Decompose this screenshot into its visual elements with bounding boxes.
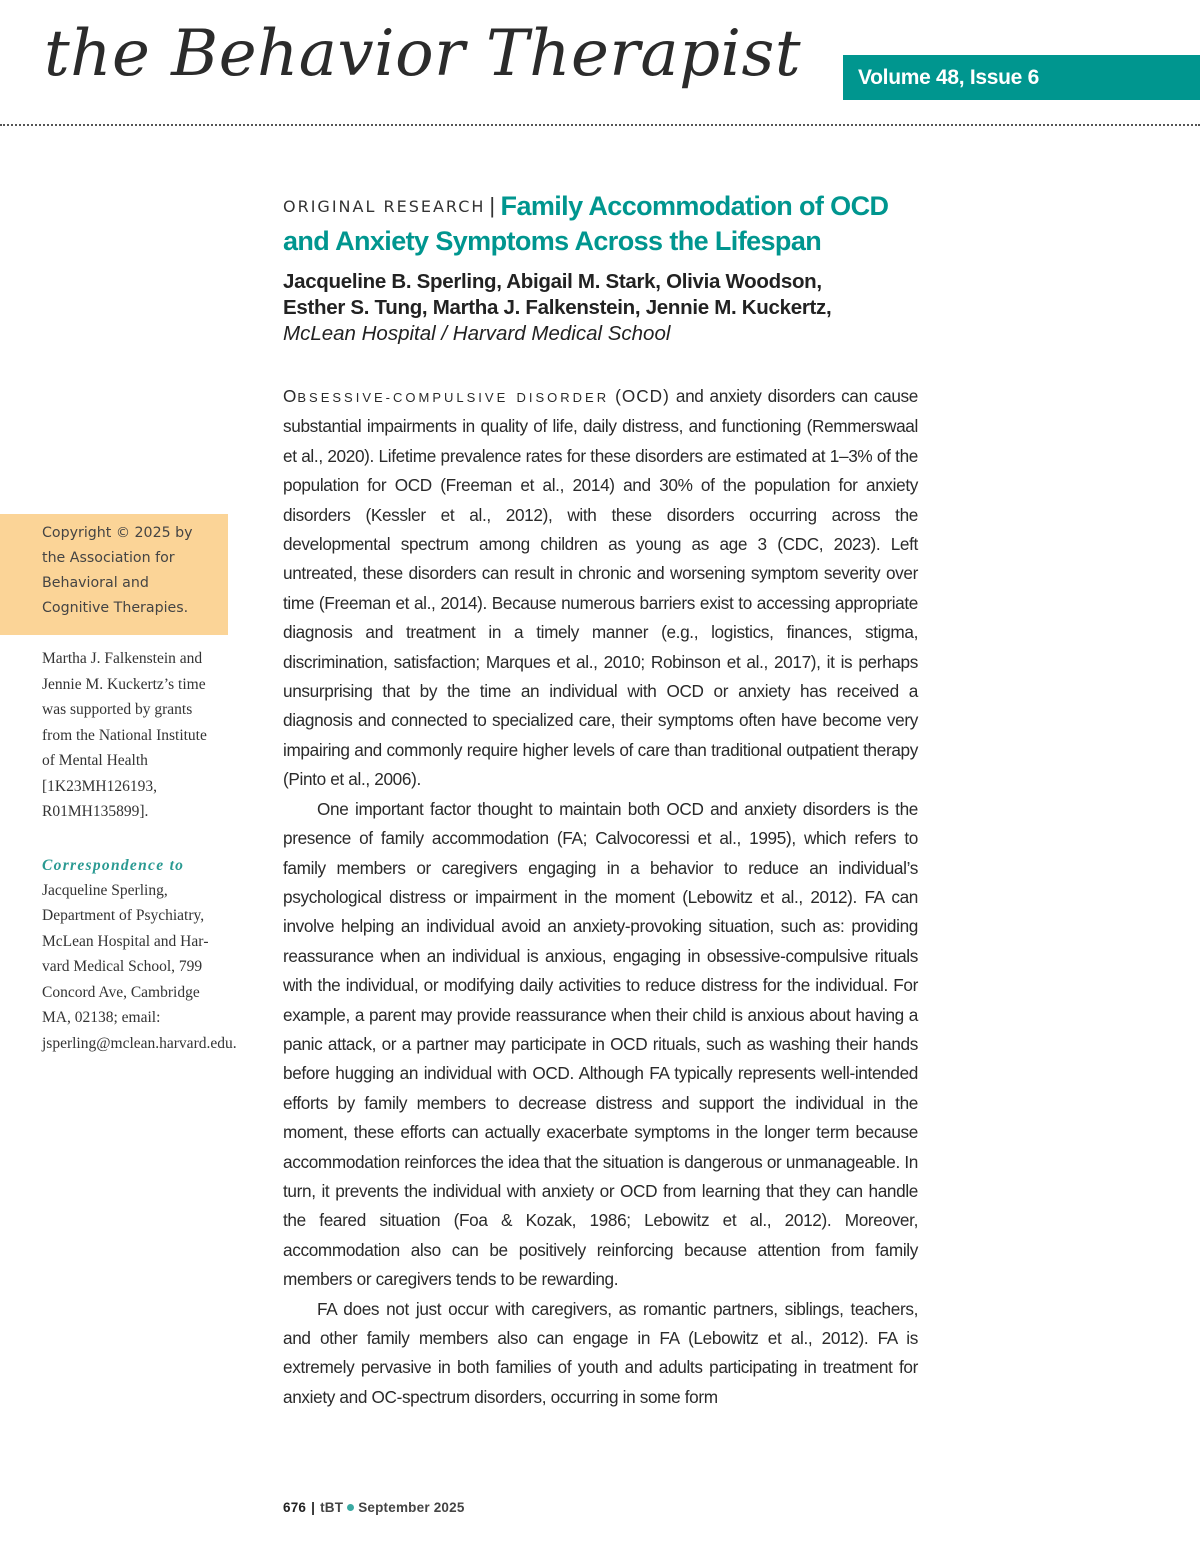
- paragraph-3: FA does not just occur with caregivers, as romantic partners, siblings, teachers, and other family members also can engage in FA (Lebowitz et al., 2012). FA is extremely pervasive in both families of youth and adults participating in treatment for anxiety and OC-spectrum disorders, occurring in some form: [283, 1298, 918, 1407]
- paragraph-1-text: and anxiety disorders can cause substantial impairments in quality of life, daily distress, and functioning (Remmerswaal et al., 2020). Lifetime prevalence rates for these disorders are estimated at 1–3% of the population for OCD (Freeman et al., 2014) and 30% of the population for anxiety disorders (Kessler et al., 2012), with these disorders occurring across the developmental spectrum among children as young as age 3 (CDC, 2023). Left untreated, these disorders can result in chronic and worsening symptom severity over time (Freeman et al., 2014). Because numerous barriers exist to accessing appropriate diagnosis and treatment in a timely manner (e.g., logistics, finances, stigma, discrimination, satisfaction; Marques et al., 2010; Robinson et al., 2017), it is perhaps unsurprising that by the time an individual with OCD or anxiety has received a diagnosis and connected to specialized care, their symptoms often have become very impairing and commonly require higher levels of care than traditional outpatient therapy (Pinto et al., 2006).: [283, 386, 918, 790]
- copyright-notice: Copyright © 2025 by the Association for Behavioral and Cognitive Therapies.: [0, 514, 228, 635]
- lead-smallcaps: BSESSIVE-COMPULSIVE DISORDER: [297, 390, 610, 405]
- sidebar: [0, 514, 237, 1056]
- title-line-1: Family Accommodation of OCD: [500, 191, 889, 221]
- correspondence-heading: Correspondence to: [42, 856, 185, 874]
- lead-abbrev: (OCD): [615, 386, 670, 406]
- affiliation: McLean Hospital / Harvard Medical School: [283, 322, 671, 345]
- correspondence-address: Jacqueline Sperling, Department of Psychiatry, McLean Hospital and Harvard Medical School, 799 Concord Ave, Cambridge MA, 02138; email: jsperling@mclean.harvard.edu.: [42, 881, 237, 1052]
- journal-masthead: the Behavior Therapist: [44, 17, 802, 91]
- lead-initial: O: [283, 386, 298, 406]
- author-list: [283, 269, 923, 321]
- title-separator: |: [489, 193, 495, 218]
- issue-date: September 2025: [358, 1500, 465, 1515]
- paragraph-2: One important factor thought to maintain both OCD and anxiety disorders is the presence of family accommodation (FA; Calvocoressi et al., 1995), which refers to family members or caregivers engaging in a behavior to reduce an individual’s psychological distress or impairment in the moment (Lebowitz et al., 2012). FA can involve helping an individual avoid an anxiety-provoking situation, such as: providing reassurance when an individual is anxious, engaging in obsessive-compulsive rituals with the individual, or modifying daily activities to reduce distress for the individual. For example, a parent may provide reassurance when their child is anxious about having a panic attack, or a partner may participate in OCD rituals, such as washing their hands before hugging an individual with OCD. Although FA typically represents well-intended efforts by family members to decrease distress and support the individual in the moment, these efforts can actually exacerbate symptoms in the longer term because accommodation reinforces the idea that the situation is dangerous or unmanageable. In turn, it prevents the individual with anxiety or OCD from learning that they can handle the feared situation (Foa & Kozak, 1986; Lebowitz et al., 2012). Moreover, accommodation also can be positively reinforcing because attention from family members or caregivers tends to be rewarding.: [283, 798, 918, 1290]
- page-number: 676: [283, 1500, 307, 1515]
- footer-separator: |: [311, 1500, 316, 1515]
- section-label: ORIGINAL RESEARCH: [283, 197, 486, 216]
- paragraph-1: [283, 382, 918, 795]
- funding-note: Martha J. Falkenstein and Jennie M. Kuckertz’s time was supported by grants from the National Institute of Mental Health [1K23MH126193, R01MH135899].: [42, 650, 207, 820]
- volume-issue-banner: Volume 48, Issue 6: [843, 55, 1200, 100]
- authors-line-2: Esther S. Tung, Martha J. Falkenstein, Jennie M. Kuckertz,: [283, 296, 832, 319]
- page-footer: [283, 1500, 465, 1515]
- header-divider: [0, 124, 1200, 126]
- journal-abbrev: tBT: [320, 1500, 344, 1515]
- article-header: [283, 188, 923, 347]
- article-body: [283, 382, 918, 1412]
- article-title: [283, 188, 923, 224]
- bullet-dot-icon: [347, 1504, 354, 1511]
- authors-line-1: Jacqueline B. Sperling, Abigail M. Stark, Olivia Woodson,: [283, 270, 822, 293]
- title-line-2: and Anxiety Symptoms Across the Lifespan: [283, 226, 822, 256]
